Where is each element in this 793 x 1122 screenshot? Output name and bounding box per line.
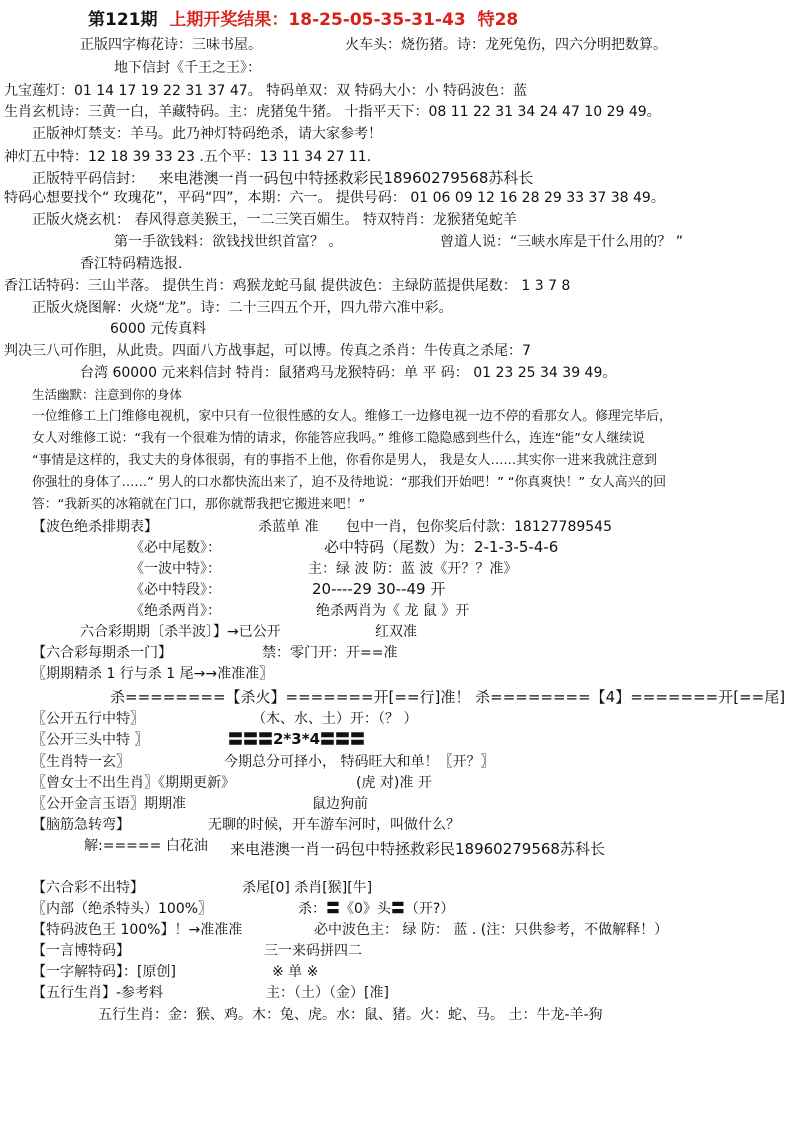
train-head: 火车头：烧伤猪。诗：龙死兔伤，四六分明把数算。 <box>345 37 667 53</box>
wave-king-value: 必中波色主： 绿 防： 蓝 . (注：只供参考，不做解释！） <box>314 922 669 938</box>
must-tail-text: 必中特码（尾数）为：2-1-3-5-4-6 <box>324 538 559 556</box>
riddle-answer: 解:===== 白花油 <box>84 838 208 854</box>
wave-king-label: 【特码波色王 100%】！→准准准 <box>32 922 243 938</box>
zodiac-mystery-label: 〖生肖特一玄〗 <box>32 754 130 770</box>
story-line-4: 你强壮的身体了……” 男人的口水都快流出来了，迫不及待地说：“那我们开始吧！” “你真爽快！” 女人高兴的回 <box>32 475 667 490</box>
issue-number: 第121期 <box>88 10 158 30</box>
kill-half-wave: 六合彩期期〔杀半波〕】→已公开 <box>80 624 281 640</box>
one-wave-value: 主：绿 波 防：蓝 波《开？？准》 <box>308 561 518 577</box>
internal-kill-label: 〖内部（绝杀特头）100%〗 <box>32 901 213 917</box>
five-zodiac-value: 主：（土）（金）[准] <box>266 985 389 1001</box>
golden-words-label: 〖公开金言玉语〗期期准 <box>32 796 186 812</box>
story-line-1: 一位维修工上门维修电视机，家中只有一位很性感的女人。维修工一边修电视一边不停的看那女人。修理完毕后， <box>32 409 672 424</box>
three-heads-label: 〖公开三头中特 〗 <box>32 732 149 748</box>
five-zodiac-label: 【五行生肖】-参考料 <box>32 985 164 1001</box>
five-elements-label: 〖公开五行中特〗 <box>32 711 144 727</box>
lotus-lamp: 九宝莲灯：01 14 17 19 22 31 37 47。 特码单双：双 特码大小：小 特码波色：蓝 <box>4 83 528 99</box>
red-double: 红双准 <box>375 624 417 640</box>
five-elements-value: （木、水、土）开：（？ ） <box>252 711 418 727</box>
riddle-label: 【脑筋急转弯】 <box>32 817 130 833</box>
lamp-ban: 正版神灯禁支：羊马。此乃神灯特码绝杀，请大家参考！ <box>32 126 382 142</box>
result-numbers: 18-25-05-35-31-43 <box>288 10 466 30</box>
story-line-5: 答：“我新买的冰箱就在门口，那你就帮我把它搬进来吧！” <box>32 497 366 512</box>
kill-two-label: 《绝杀两肖》： <box>130 603 221 619</box>
ms-zeng-value: (虎 对)准 开 <box>356 775 432 791</box>
rose-line: 特码心想要找个“ 玫瑰花”，平码“四”，本期：六一。 提供号码： 01 06 09 12 16 28 29 33 37 38 49。 <box>4 190 665 206</box>
no-special-label: 【六合彩不出特】 <box>32 880 144 896</box>
contact-ad-3: 来电港澳一肖一码包中特拯救彩民18960279568苏科长 <box>230 840 605 858</box>
plum-poem: 正版四字梅花诗：三味书屋。 <box>80 37 262 53</box>
humor-title: 生活幽默：注意到你的身体 <box>32 387 183 402</box>
lamp-five: 神灯五中特：12 18 39 33 23 .五个平：13 11 34 27 11. <box>4 149 372 165</box>
story-line-2: 女人对维修工说：“我有一个很难为情的请求，你能答应我吗。” 维修工隐隐感到些什么，连连“能”女人继续说 <box>32 431 645 446</box>
header-line <box>88 10 518 30</box>
zodiac-poem: 生肖玄机诗：三黄一白，羊藏特码。主：虎猪兔牛猪。 十指平天下：08 11 22 31 34 24 47 10 29 49。 <box>4 104 661 120</box>
one-word-bet-value: 三一来码拼四二 <box>264 943 362 959</box>
five-zodiac-list: 五行生肖：金：猴、鸡。木：兔、虎。水：鼠、猪。火：蛇、马。 土：牛龙-羊-狗 <box>98 1007 603 1023</box>
hk-report: 香江特码精选报. <box>80 256 183 272</box>
taiwan-envelope: 台湾 60000 元来料信封 特肖：鼠猪鸡马龙猴特码：单 平 码： 01 23 25 34 39 49。 <box>80 365 617 381</box>
hk-saying: 香江话特码：三山半落。 提供生肖：鸡猴龙蛇马鼠 提供波色：主绿防蓝提供尾数： 1 3 7 8 <box>4 278 571 294</box>
contact-ad-1: 来电港澳一肖一码包中特拯救彩民18960279568苏科长 <box>158 169 534 187</box>
one-wave-label: 《一波中特》： <box>130 561 221 577</box>
kill-one-door-label: 【六合彩每期杀一门】 <box>32 645 172 661</box>
kill-two-value: 绝杀两肖为《 龙 鼠 》开 <box>316 603 470 619</box>
story-line-3: “事情是这样的，我丈夫的身体很弱，有的事指不上他，你看你是男人， 我是女人……其实你一进来我就注意到 <box>32 453 657 468</box>
verdict-line: 判决三八可作胆，从此贵。四面八方战事起，可以博。传真之杀肖：牛传真之杀尾：7 <box>4 343 531 359</box>
fire-diagram: 正版火烧图解：火烧“龙”。诗：二十三四五个开，四九带六准中彩。 <box>32 300 453 316</box>
one-word-bet-label: 【一言博特码】 <box>32 943 130 959</box>
ms-zeng-label: 〖曾女士不出生肖〗《期期更新》 <box>32 775 235 791</box>
one-char-value: ※ 单 ※ <box>272 964 319 980</box>
must-tail-value <box>324 538 558 557</box>
three-heads-value: 〓〓〓2*3*4〓〓〓 <box>228 730 366 748</box>
special-envelope-label: 正版特平码信封： <box>32 171 144 187</box>
segment-value: 20----29 30--49 开 <box>312 580 446 598</box>
contact-ad-2: 包中一肖，包你奖后付款：18127789545 <box>346 519 612 535</box>
riddle-question: 无聊的时候，开车游车河时，叫做什么？ <box>208 817 460 833</box>
special-number: 特28 <box>477 10 519 30</box>
wave-kill-table: 【波色绝杀排期表】 <box>32 519 158 535</box>
special-envelope <box>32 169 533 188</box>
fire-mystery: 正版火烧玄机： 春风得意美猴王，一二三笑百媚生。 特双特肖：龙猴猪兔蛇羊 <box>32 212 517 228</box>
no-special-value: 杀尾[0] 杀肖[猴][牛] <box>242 880 373 896</box>
kill-one-door-value: 禁：零门开：开==准 <box>262 645 398 661</box>
golden-words-value: 鼠边狗前 <box>312 796 368 812</box>
result-label: 上期开奖结果： <box>169 10 289 30</box>
daoren-says: 曾道人说：“三峡水库是干什么用的？ ” <box>440 234 683 250</box>
one-char-label: 【一字解特码】：[原创] <box>32 964 176 980</box>
segment-label: 《必中特段》： <box>130 582 221 598</box>
fax-material: 6000 元传真料 <box>110 321 207 337</box>
first-hand: 第一手欲钱料：欲钱找世织首富？ 。 <box>114 234 343 250</box>
kill-blue: 杀蓝单 准 <box>258 519 319 535</box>
kill-row-tail: 〖期期精杀 1 行与杀 1 尾→→准准准〗 <box>32 666 274 682</box>
must-tail-label: 《必中尾数》： <box>130 540 221 556</box>
internal-kill-value: 杀：〓《0》头〓（开?） <box>298 901 455 917</box>
underground-envelope: 地下信封《千王之王》： <box>114 60 261 76</box>
kill-fire-line: 杀========【杀火】=======开[==行]准！ 杀========【4】=======开[==尾] <box>110 688 786 706</box>
zodiac-mystery-value: 今期总分可择小， 特码旺大和单！〖开？〗 <box>224 754 495 770</box>
